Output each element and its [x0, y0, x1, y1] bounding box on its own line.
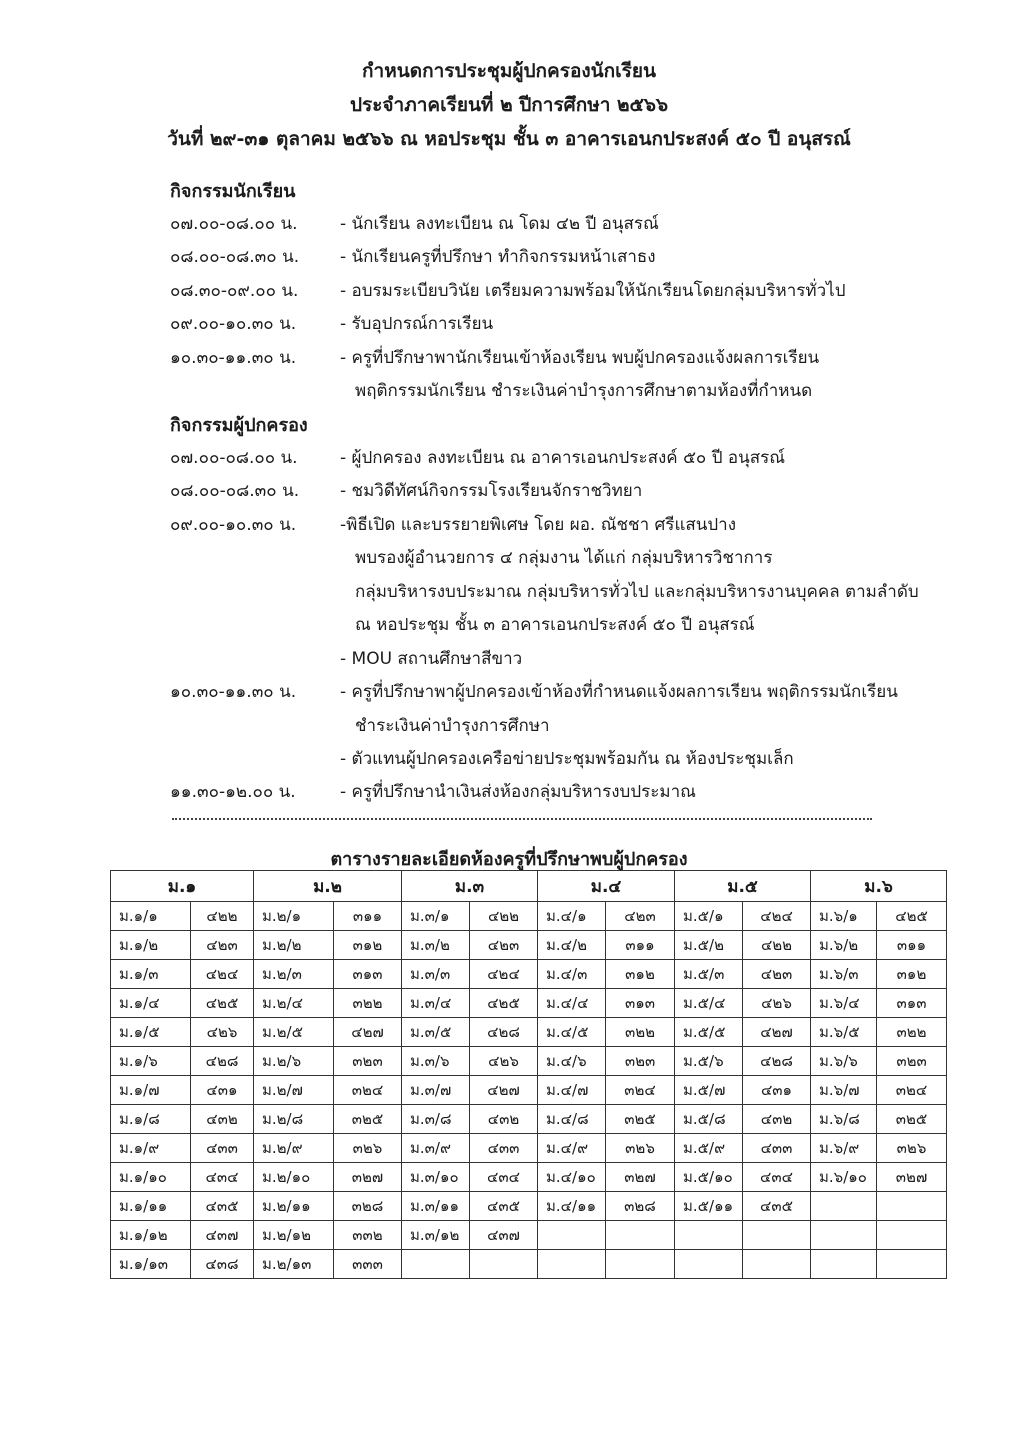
- class-cell: ม.๑/๙: [111, 1134, 191, 1163]
- room-cell: ๔๓๒: [191, 1105, 254, 1134]
- parent-section-title: กิจกรรมผู้ปกครอง: [170, 415, 308, 436]
- class-cell: [675, 1250, 743, 1279]
- schedule-time: ๑๐.๓๐-๑๑.๓๐ น.: [170, 682, 297, 702]
- class-cell: ม.๕/๑๑: [675, 1192, 743, 1221]
- class-cell: ม.๒/๘: [254, 1105, 334, 1134]
- room-cell: [877, 1192, 947, 1221]
- class-cell: ม.๒/๕: [254, 1018, 334, 1047]
- schedule-activity: - ครูที่ปรึกษาพานักเรียนเข้าห้องเรียน พบผู้ปกครองแจ้งผลการเรียน: [340, 348, 820, 368]
- class-cell: ม.๑/๑๓: [111, 1250, 191, 1279]
- class-cell: ม.๕/๓: [675, 960, 743, 989]
- class-cell: ม.๕/๖: [675, 1047, 743, 1076]
- class-cell: ม.๑/๑: [111, 902, 191, 931]
- class-cell: ม.๑/๑๐: [111, 1163, 191, 1192]
- room-cell: ๓๒๗: [606, 1163, 675, 1192]
- room-table: [110, 870, 947, 1279]
- doc-subtitle: ประจำภาคเรียนที่ ๒ ปีการศึกษา ๒๕๖๖: [349, 94, 669, 116]
- class-cell: ม.๑/๕: [111, 1018, 191, 1047]
- room-cell: ๓๒๖: [877, 1134, 947, 1163]
- grade-header: ม.๕: [675, 871, 811, 902]
- table-row: [111, 1018, 947, 1047]
- class-cell: ม.๒/๑๒: [254, 1221, 334, 1250]
- doc-date-venue: วันที่ ๒๙-๓๑ ตุลาคม ๒๕๖๖ ณ หอประชุม ชั้น ๓ อาคารเอนกประสงค์ ๕๐ ปี อนุสรณ์: [167, 128, 851, 150]
- class-cell: ม.๖/๖: [811, 1047, 877, 1076]
- class-cell: ม.๑/๖: [111, 1047, 191, 1076]
- room-cell: ๓๒๓: [334, 1047, 402, 1076]
- class-cell: ม.๓/๑๒: [402, 1221, 470, 1250]
- schedule-time: ๑๑.๓๐-๑๒.๐๐ น.: [170, 782, 296, 802]
- table-row: [111, 931, 947, 960]
- class-cell: ม.๔/๑๑: [538, 1192, 606, 1221]
- room-cell: ๔๓๓: [191, 1134, 254, 1163]
- room-cell: ๔๓๔: [743, 1163, 811, 1192]
- class-cell: ม.๓/๖: [402, 1047, 470, 1076]
- table-row: [111, 902, 947, 931]
- class-cell: ม.๒/๖: [254, 1047, 334, 1076]
- class-cell: ม.๔/๕: [538, 1018, 606, 1047]
- class-cell: ม.๖/๙: [811, 1134, 877, 1163]
- class-cell: ม.๖/๓: [811, 960, 877, 989]
- schedule-activity: - MOU สถานศึกษาสีขาว: [340, 649, 523, 669]
- class-cell: ม.๒/๙: [254, 1134, 334, 1163]
- table-row: [111, 989, 947, 1018]
- table-row: [111, 1076, 947, 1105]
- class-cell: ม.๒/๑: [254, 902, 334, 931]
- class-cell: ม.๑/๔: [111, 989, 191, 1018]
- table-row: [111, 1192, 947, 1221]
- room-cell: ๔๓๗: [191, 1221, 254, 1250]
- class-cell: ม.๑/๒: [111, 931, 191, 960]
- room-cell: ๓๑๑: [334, 902, 402, 931]
- schedule-time: ๐๗.๐๐-๐๘.๐๐ น.: [170, 214, 298, 234]
- table-row: [111, 1105, 947, 1134]
- room-cell: ๓๒๘: [334, 1192, 402, 1221]
- schedule-activity: - ตัวแทนผู้ปกครองเครือข่ายประชุมพร้อมกัน ณ ห้องประชุมเล็ก: [340, 749, 794, 769]
- class-cell: ม.๖/๕: [811, 1018, 877, 1047]
- table-row: [111, 960, 947, 989]
- room-table-title: ตารางรายละเอียดห้องครูที่ปรึกษาพบผู้ปกครอง: [330, 849, 688, 870]
- class-cell: ม.๕/๗: [675, 1076, 743, 1105]
- room-cell: ๓๒๒: [877, 1018, 947, 1047]
- room-cell: ๓๑๒: [334, 931, 402, 960]
- room-cell: ๓๑๒: [606, 960, 675, 989]
- schedule-activity: ชำระเงินค่าบำรุงการศึกษา: [355, 716, 550, 736]
- class-cell: ม.๒/๑๑: [254, 1192, 334, 1221]
- schedule-time: ๐๘.๐๐-๐๘.๓๐ น.: [170, 481, 300, 501]
- class-cell: ม.๓/๑๐: [402, 1163, 470, 1192]
- class-cell: [675, 1221, 743, 1250]
- room-cell: [877, 1221, 947, 1250]
- room-cell: ๔๒๓: [606, 902, 675, 931]
- class-cell: [402, 1250, 470, 1279]
- room-cell: ๔๓๑: [191, 1076, 254, 1105]
- table-row: [111, 1134, 947, 1163]
- room-cell: ๓๒๔: [606, 1076, 675, 1105]
- class-cell: ม.๖/๒: [811, 931, 877, 960]
- room-cell: ๔๒๗: [470, 1076, 538, 1105]
- room-cell: ๔๒๓: [470, 931, 538, 960]
- room-cell: ๓๒๖: [606, 1134, 675, 1163]
- class-cell: [811, 1250, 877, 1279]
- schedule-activity: - นักเรียน ลงทะเบียน ณ โดม ๔๒ ปี อนุสรณ์: [340, 214, 659, 234]
- room-cell: ๔๒๔: [743, 902, 811, 931]
- room-cell: ๔๒๖: [743, 989, 811, 1018]
- room-cell: ๔๒๕: [877, 902, 947, 931]
- room-cell: ๓๒๔: [334, 1076, 402, 1105]
- room-cell: ๓๓๓: [334, 1250, 402, 1279]
- room-cell: ๓๒๖: [334, 1134, 402, 1163]
- class-cell: ม.๔/๑: [538, 902, 606, 931]
- room-cell: ๓๒๒: [334, 989, 402, 1018]
- schedule-activity: - รับอุปกรณ์การเรียน: [340, 314, 494, 334]
- room-cell: ๓๓๒: [334, 1221, 402, 1250]
- schedule-activity: - ครูที่ปรึกษานำเงินส่งห้องกลุ่มบริหารงบประมาณ: [340, 782, 696, 802]
- class-cell: ม.๒/๗: [254, 1076, 334, 1105]
- room-cell: ๔๓๕: [470, 1192, 538, 1221]
- room-cell: ๓๑๓: [606, 989, 675, 1018]
- room-cell: ๓๒๘: [606, 1192, 675, 1221]
- room-cell: ๓๒๗: [334, 1163, 402, 1192]
- schedule-activity: -พิธีเปิด และบรรยายพิเศษ โดย ผอ. ณัชชา ศรีแสนปาง: [340, 515, 737, 535]
- room-cell: ๔๒๘: [470, 1018, 538, 1047]
- class-cell: ม.๑/๗: [111, 1076, 191, 1105]
- room-cell: [470, 1250, 538, 1279]
- room-cell: ๔๓๓: [743, 1134, 811, 1163]
- class-cell: ม.๖/๗: [811, 1076, 877, 1105]
- schedule-activity: กลุ่มบริหารงบประมาณ กลุ่มบริหารทั่วไป และกลุ่มบริหารงานบุคคล ตามลำดับ: [355, 582, 919, 602]
- class-cell: ม.๔/๑๐: [538, 1163, 606, 1192]
- class-cell: ม.๕/๙: [675, 1134, 743, 1163]
- schedule-activity: - ผู้ปกครอง ลงทะเบียน ณ อาคารเอนกประสงค์ ๕๐ ปี อนุสรณ์: [340, 448, 786, 468]
- room-cell: ๓๒๗: [877, 1163, 947, 1192]
- class-cell: ม.๕/๒: [675, 931, 743, 960]
- class-cell: ม.๒/๑๓: [254, 1250, 334, 1279]
- schedule-time: ๐๘.๐๐-๐๘.๓๐ น.: [170, 247, 300, 267]
- class-cell: ม.๒/๓: [254, 960, 334, 989]
- room-cell: ๔๓๒: [470, 1105, 538, 1134]
- class-cell: ม.๕/๘: [675, 1105, 743, 1134]
- schedule-activity: - นักเรียนครูที่ปรึกษา ทำกิจกรรมหน้าเสาธง: [340, 247, 656, 267]
- room-cell: ๓๒๕: [334, 1105, 402, 1134]
- schedule-activity: - ชมวิดีทัศน์กิจกรรมโรงเรียนจักราชวิทยา: [340, 481, 643, 501]
- room-cell: ๔๓๓: [470, 1134, 538, 1163]
- class-cell: ม.๔/๖: [538, 1047, 606, 1076]
- class-cell: ม.๑/๑๒: [111, 1221, 191, 1250]
- room-cell: ๓๑๓: [877, 989, 947, 1018]
- room-cell: ๔๒๖: [470, 1047, 538, 1076]
- room-cell: ๓๑๓: [334, 960, 402, 989]
- class-cell: ม.๑/๓: [111, 960, 191, 989]
- grade-header: ม.๓: [402, 871, 538, 902]
- room-cell: ๔๒๔: [191, 960, 254, 989]
- class-cell: ม.๒/๒: [254, 931, 334, 960]
- class-cell: ม.๓/๔: [402, 989, 470, 1018]
- room-cell: ๓๒๒: [606, 1018, 675, 1047]
- table-row: [111, 1047, 947, 1076]
- room-cell: ๓๑๑: [606, 931, 675, 960]
- class-cell: ม.๒/๔: [254, 989, 334, 1018]
- doc-title: กำหนดการประชุมผู้ปกครองนักเรียน: [362, 60, 656, 82]
- class-cell: ม.๓/๑: [402, 902, 470, 931]
- class-cell: ม.๓/๒: [402, 931, 470, 960]
- schedule-activity: พฤติกรรมนักเรียน ชำระเงินค่าบำรุงการศึกษาตามห้องที่กำหนด: [355, 381, 813, 401]
- dotted-divider: [172, 818, 872, 820]
- class-cell: ม.๔/๒: [538, 931, 606, 960]
- room-cell: ๔๓๕: [743, 1192, 811, 1221]
- room-cell: ๔๒๕: [470, 989, 538, 1018]
- room-cell: ๔๒๕: [191, 989, 254, 1018]
- room-cell: ๔๓๔: [191, 1163, 254, 1192]
- room-cell: ๓๑๒: [877, 960, 947, 989]
- schedule-time: ๑๐.๓๐-๑๑.๓๐ น.: [170, 348, 297, 368]
- room-cell: ๔๒๔: [470, 960, 538, 989]
- class-cell: ม.๔/๙: [538, 1134, 606, 1163]
- room-cell: ๓๒๓: [877, 1047, 947, 1076]
- class-cell: ม.๓/๗: [402, 1076, 470, 1105]
- room-cell: ๔๒๘: [191, 1047, 254, 1076]
- room-cell: ๔๒๒: [191, 902, 254, 931]
- room-cell: ๓๒๕: [877, 1105, 947, 1134]
- class-cell: ม.๕/๑: [675, 902, 743, 931]
- class-cell: ม.๖/๔: [811, 989, 877, 1018]
- schedule-activity: - ครูที่ปรึกษาพาผู้ปกครองเข้าห้องที่กำหนดแจ้งผลการเรียน พฤติกรรมนักเรียน: [340, 682, 898, 702]
- table-row: [111, 1163, 947, 1192]
- class-cell: [811, 1192, 877, 1221]
- class-cell: ม.๔/๔: [538, 989, 606, 1018]
- schedule-activity: พบรองผู้อำนวยการ ๔ กลุ่มงาน ได้แก่ กลุ่มบริหารวิชาการ: [355, 548, 773, 568]
- room-cell: ๔๒๓: [191, 931, 254, 960]
- room-table-header: [111, 871, 947, 902]
- room-cell: ๔๒๒: [743, 931, 811, 960]
- class-cell: ม.๓/๑๑: [402, 1192, 470, 1221]
- class-cell: [811, 1221, 877, 1250]
- room-cell: [606, 1250, 675, 1279]
- room-cell: [743, 1250, 811, 1279]
- class-cell: ม.๖/๘: [811, 1105, 877, 1134]
- grade-header: ม.๖: [811, 871, 947, 902]
- schedule-time: ๐๘.๓๐-๐๙.๐๐ น.: [170, 281, 299, 301]
- room-cell: ๔๒๒: [470, 902, 538, 931]
- room-cell: ๔๒๗: [334, 1018, 402, 1047]
- room-table-body: [111, 902, 947, 1279]
- room-cell: ๔๒๓: [743, 960, 811, 989]
- room-cell: ๔๓๕: [191, 1192, 254, 1221]
- schedule-time: ๐๙.๐๐-๑๐.๓๐ น.: [170, 314, 297, 334]
- class-cell: ม.๓/๓: [402, 960, 470, 989]
- room-cell: ๔๓๒: [743, 1105, 811, 1134]
- room-cell: [743, 1221, 811, 1250]
- class-cell: ม.๕/๑๐: [675, 1163, 743, 1192]
- grade-header: ม.๔: [538, 871, 675, 902]
- table-row: [111, 1250, 947, 1279]
- room-cell: ๔๒๖: [191, 1018, 254, 1047]
- class-cell: ม.๓/๘: [402, 1105, 470, 1134]
- class-cell: ม.๔/๘: [538, 1105, 606, 1134]
- student-section-title: กิจกรรมนักเรียน: [170, 181, 296, 202]
- room-cell: ๔๓๔: [470, 1163, 538, 1192]
- room-cell: ๓๒๓: [606, 1047, 675, 1076]
- schedule-activity: - อบรมระเบียบวินัย เตรียมความพร้อมให้นักเรียนโดยกลุ่มบริหารทั่วไป: [340, 281, 846, 301]
- room-cell: ๔๒๗: [743, 1018, 811, 1047]
- room-cell: ๓๑๑: [877, 931, 947, 960]
- grade-header: ม.๒: [254, 871, 402, 902]
- class-cell: ม.๕/๔: [675, 989, 743, 1018]
- class-cell: ม.๓/๕: [402, 1018, 470, 1047]
- class-cell: ม.๖/๑: [811, 902, 877, 931]
- room-cell: [877, 1250, 947, 1279]
- room-cell: [606, 1221, 675, 1250]
- grade-header: ม.๑: [111, 871, 254, 902]
- schedule-activity: ณ หอประชุม ชั้น ๓ อาคารเอนกประสงค์ ๕๐ ปี อนุสรณ์: [355, 615, 755, 635]
- class-cell: ม.๓/๙: [402, 1134, 470, 1163]
- class-cell: ม.๑/๑๑: [111, 1192, 191, 1221]
- room-cell: ๔๓๑: [743, 1076, 811, 1105]
- schedule-time: ๐๙.๐๐-๑๐.๓๐ น.: [170, 515, 297, 535]
- room-cell: ๓๒๕: [606, 1105, 675, 1134]
- class-cell: [538, 1221, 606, 1250]
- room-cell: ๔๓๗: [470, 1221, 538, 1250]
- class-cell: ม.๔/๓: [538, 960, 606, 989]
- class-cell: [538, 1250, 606, 1279]
- class-cell: ม.๑/๘: [111, 1105, 191, 1134]
- class-cell: ม.๔/๗: [538, 1076, 606, 1105]
- room-cell: ๓๒๔: [877, 1076, 947, 1105]
- room-cell: ๔๓๘: [191, 1250, 254, 1279]
- class-cell: ม.๕/๕: [675, 1018, 743, 1047]
- room-cell: ๔๒๘: [743, 1047, 811, 1076]
- class-cell: ม.๖/๑๐: [811, 1163, 877, 1192]
- schedule-time: ๐๗.๐๐-๐๘.๐๐ น.: [170, 448, 298, 468]
- table-row: [111, 1221, 947, 1250]
- class-cell: ม.๒/๑๐: [254, 1163, 334, 1192]
